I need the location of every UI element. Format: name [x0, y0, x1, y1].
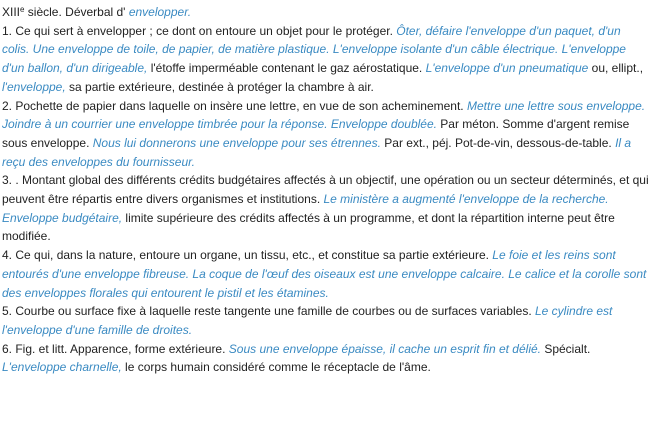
sense-6 [2, 340, 650, 377]
example-text: Mettre une lettre sous enveloppe. Joindre à un courrier une enveloppe timbrée pour la réponse. Enveloppe doublée. [2, 98, 646, 132]
etymology-century: XIII [2, 5, 21, 19]
sense-2 [2, 97, 650, 172]
sense-list [2, 22, 650, 377]
etymology-century-suffix: e [20, 5, 25, 14]
definition-text: limite supérieure des crédits affectés à un programme, et dont la répartition interne peut être modifiée. [2, 210, 615, 244]
example-text: Ôter, défaire l'enveloppe d'un paquet, d'un colis. Une enveloppe de toile, de papier, de matière plastique. L'enveloppe isolante d'un câble électrique. L'enveloppe d'un ballon, d'un dirigeable, [2, 23, 626, 76]
example-text: Sous une enveloppe épaisse, il cache un esprit fin et délié. [228, 341, 541, 356]
definition-text: Par méton. Somme d'argent remise sous enveloppe. [2, 117, 630, 150]
definition-text: Spécialt. [541, 341, 591, 356]
definition-text: 6. Fig. et litt. Apparence, forme extérieure. [2, 341, 229, 356]
definition-text: ou, ellipt., [588, 61, 644, 76]
definition-text: le corps humain considéré comme le réceptacle de l'âme. [121, 360, 431, 375]
definition-text: Par ext., péj. Pot-de-vin, dessous-de-table. [380, 135, 616, 150]
example-text: Le cylindre est l'enveloppe d'une famille de droites. [2, 304, 613, 337]
definition-text: l'étoffe imperméable contenant le gaz aérostatique. [147, 61, 426, 76]
example-text: L'enveloppe charnelle, [2, 360, 122, 375]
definition-text: sa partie extérieure, destinée à protéger la chambre à air. [65, 79, 374, 94]
example-text: Le foie et les reins sont entourés d'une enveloppe fibreuse. La coque de l'œuf des oiseaux est une enveloppe calcaire. Le calice et la corolle sont des enveloppes florales qui entourent le pistil et les étamines. [2, 248, 647, 300]
example-text: Nous lui donnerons une enveloppe pour ses étrennes. [92, 135, 381, 150]
sense-4 [2, 246, 650, 302]
definition-text: 5. Courbe ou surface fixe à laquelle reste tangente une famille de courbes ou de surfaces variables. [2, 304, 535, 319]
definition-text: 4. Ce qui, dans la nature, entoure un organe, un tissu, etc., et constitue sa partie extérieure. [2, 248, 493, 263]
definition-text: 2. Pochette de papier dans laquelle on insère une lettre, en vue de son acheminement. [2, 98, 467, 113]
etymology-text: siècle. Déverbal d' [24, 5, 129, 19]
sense-3 [2, 171, 650, 246]
example-text: L'enveloppe d'un pneumatique [425, 61, 589, 76]
example-text: l'enveloppe, [2, 79, 66, 94]
etymology-verb: envelopper. [128, 5, 192, 19]
etymology-line [2, 3, 650, 22]
sense-5 [2, 302, 650, 339]
example-text: Le ministère a augmenté l'enveloppe de la recherche. Enveloppe budgétaire, [2, 192, 609, 225]
sense-1 [2, 22, 650, 97]
definition-text: 3. . Montant global des différents crédits budgétaires affectés à un objectif, une opération ou un secteur déterminés, et qui peuvent être répartis entre divers organismes et institutions. [2, 173, 649, 207]
definition-text: 1. Ce qui sert à envelopper ; ce dont on entoure un objet pour le protéger. [2, 23, 397, 38]
example-text: Il a reçu des enveloppes du fournisseur. [2, 135, 632, 169]
